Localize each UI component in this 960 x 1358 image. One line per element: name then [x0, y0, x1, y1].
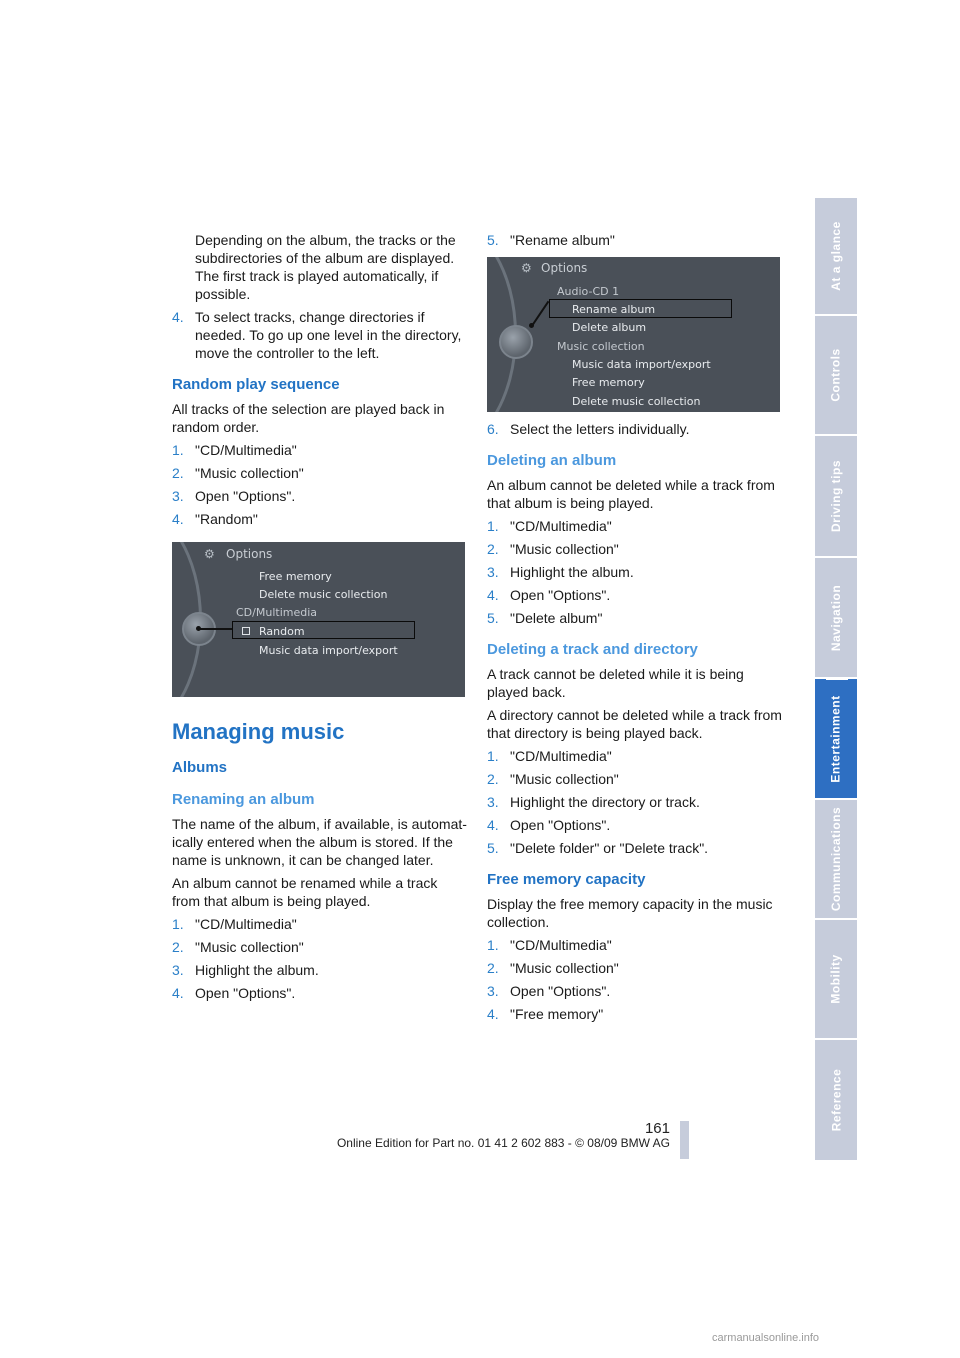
sidebar-tab-communications[interactable]	[815, 800, 857, 918]
left-column	[172, 231, 468, 1007]
menu-item: Free memory	[259, 570, 332, 583]
step-number: 3.	[487, 564, 499, 580]
deleting-track-paragraph: A directory cannot be deleted while a track from that directory is being played back.	[487, 707, 782, 741]
step-text: "Music collection"	[510, 771, 619, 787]
deleting-album-description: An album cannot be deleted while a track from that album is being played.	[487, 477, 775, 511]
step-number: 3.	[487, 983, 499, 999]
step-item	[487, 563, 783, 581]
sidebar-tab-label: Mobility	[829, 954, 844, 1004]
step-item	[172, 938, 468, 956]
step-item	[487, 609, 783, 627]
menu-item: Delete music collection	[572, 395, 701, 408]
step-text: Open "Options".	[195, 488, 296, 504]
renaming-paragraph: An album cannot be renamed while a track from that album is being played.	[172, 875, 438, 909]
page-number: 161	[644, 1120, 670, 1137]
step-number: 2.	[487, 541, 499, 557]
sidebar-tab-entertainment[interactable]	[815, 679, 857, 798]
step-text: Highlight the album.	[195, 962, 319, 978]
menu-item: Music data import/export	[259, 644, 398, 657]
sidebar-tab-label: Driving tips	[829, 459, 844, 533]
menu-section-label: CD/Multimedia	[236, 606, 318, 619]
intro-paragraph: Depending on the album, the tracks or the subdirectories of the album are displayed. The first track is played automatically, if possible.	[195, 232, 456, 302]
step-number: 4.	[172, 309, 184, 325]
step-item	[172, 441, 468, 459]
step-item	[172, 915, 468, 933]
menu-item-highlighted: Random	[259, 625, 305, 638]
step-number: 1.	[487, 748, 499, 764]
step-number: 5.	[487, 840, 499, 856]
options-gear-icon: ⚙	[204, 547, 215, 561]
step-text: "Music collection"	[195, 939, 304, 955]
random-play-description: All tracks of the selection are played back in random order.	[172, 401, 445, 435]
step-text: "Music collection"	[510, 960, 619, 976]
step-number: 5.	[487, 610, 499, 626]
step-text: Open "Options".	[510, 817, 611, 833]
options-header: Options	[226, 547, 273, 561]
highlight-frame	[232, 621, 415, 639]
step-text: "CD/Multimedia"	[510, 518, 612, 534]
step-item	[487, 839, 783, 857]
menu-item: Free memory	[572, 376, 645, 389]
step-text: "Free memory"	[510, 1006, 604, 1022]
step-item	[487, 231, 783, 249]
step-number: 2.	[172, 939, 184, 955]
step-number: 1.	[487, 518, 499, 534]
options-header: Options	[541, 261, 588, 275]
sidebar-tab-label: Entertainment	[829, 694, 843, 783]
deleting-track-paragraph: A track cannot be deleted while it is being played back.	[487, 666, 744, 700]
albums-heading: Albums	[172, 759, 228, 776]
step-number: 4.	[172, 985, 184, 1001]
step-item	[172, 961, 468, 979]
watermark: carmanualsonline.info	[712, 1332, 820, 1344]
renaming-album-heading: Renaming an album	[172, 791, 315, 808]
step-text: Highlight the directory or track.	[510, 794, 700, 810]
step-item	[487, 517, 783, 535]
step-number: 2.	[487, 771, 499, 787]
menu-section-label: Music collection	[557, 340, 645, 353]
step-text: "CD/Multimedia"	[510, 937, 612, 953]
step-item	[172, 984, 468, 1002]
step-item	[487, 770, 783, 788]
highlight-frame	[549, 299, 732, 318]
right-column	[487, 231, 783, 1028]
sidebar-tab-label: Reference	[829, 1068, 843, 1132]
step-text: Open "Options".	[195, 985, 296, 1001]
page-number-bar	[680, 1121, 689, 1159]
step-item	[487, 959, 783, 977]
sidebar-tab-reference[interactable]	[815, 1040, 857, 1160]
sidebar-tab-label: Navigation	[829, 584, 843, 651]
renaming-paragraph: The name of the album, if available, is automat-ically entered when the album is stored. If the name is unknown, it can be changed later.	[172, 816, 467, 868]
menu-item-highlighted: Rename album	[572, 303, 656, 316]
step-text: Highlight the album.	[510, 564, 634, 580]
step-number: 1.	[172, 442, 184, 458]
sidebar-tab-label: At a glance	[829, 221, 843, 291]
step-number: 4.	[172, 511, 184, 527]
sidebar-tab-label: Controls	[829, 348, 843, 402]
step-text: Open "Options".	[510, 587, 611, 603]
edition-footer: Online Edition for Part no. 01 41 2 602 883 - © 08/09 BMW AG	[336, 1136, 670, 1150]
step-item	[487, 540, 783, 558]
menu-section-label: Audio-CD 1	[557, 285, 620, 298]
sidebar-tab-controls[interactable]	[815, 316, 857, 434]
random-play-heading: Random play sequence	[172, 376, 340, 393]
step-item	[172, 510, 468, 528]
step-item	[172, 308, 468, 362]
step-item	[487, 586, 783, 604]
options-gear-icon: ⚙	[521, 261, 532, 275]
step-item	[487, 936, 783, 954]
menu-item: Music data import/export	[572, 358, 711, 371]
step-number: 2.	[487, 960, 499, 976]
free-memory-description: Display the free memory capacity in the music collection.	[487, 896, 773, 930]
step-text: Select the letters individually.	[510, 421, 690, 437]
callout-line	[532, 301, 549, 325]
step-text: "CD/Multimedia"	[195, 916, 297, 932]
step-number: 5.	[487, 232, 499, 248]
deleting-track-heading: Deleting a track and directory	[487, 641, 698, 658]
step-text: "Random"	[195, 511, 258, 527]
callout-line	[199, 628, 232, 630]
step-item	[487, 420, 783, 438]
step-item	[487, 816, 783, 834]
menu-item: Delete album	[572, 321, 647, 334]
step-number: 4.	[487, 1006, 499, 1022]
step-number: 3.	[172, 962, 184, 978]
step-text: To select tracks, change directories if needed. To go up one level in the directory, move the controller to the left.	[195, 309, 462, 361]
step-number: 6.	[487, 421, 499, 437]
menu-item: Delete music collection	[259, 588, 388, 601]
sidebar-tab-driving-tips[interactable]	[815, 436, 857, 556]
step-item	[172, 464, 468, 482]
sidebar-tab-at-a-glance[interactable]	[815, 198, 857, 314]
sidebar-tab-mobility[interactable]	[815, 920, 857, 1038]
step-text: Open "Options".	[510, 983, 611, 999]
step-text: "Rename album"	[510, 232, 615, 248]
step-number: 1.	[487, 937, 499, 953]
sidebar-tab-label: Communications	[829, 806, 843, 912]
step-number: 3.	[487, 794, 499, 810]
step-text: "Delete album"	[510, 610, 603, 626]
step-text: "CD/Multimedia"	[510, 748, 612, 764]
step-number: 2.	[172, 465, 184, 481]
sidebar-tab-navigation[interactable]	[815, 558, 857, 677]
controller-knob-icon	[499, 325, 533, 359]
active-tab-marker	[826, 678, 848, 680]
step-number: 3.	[172, 488, 184, 504]
step-item	[487, 793, 783, 811]
step-item	[487, 982, 783, 1000]
step-number: 4.	[487, 587, 499, 603]
step-text: "Music collection"	[195, 465, 304, 481]
free-memory-heading: Free memory capacity	[487, 871, 646, 888]
step-number: 4.	[487, 817, 499, 833]
step-text: "Delete folder" or "Delete track".	[510, 840, 709, 856]
step-item	[487, 1005, 783, 1023]
deleting-album-heading: Deleting an album	[487, 452, 617, 469]
managing-music-heading: Managing music	[172, 719, 345, 744]
step-text: "Music collection"	[510, 541, 619, 557]
step-item	[172, 487, 468, 505]
step-text: "CD/Multimedia"	[195, 442, 297, 458]
step-number: 1.	[172, 916, 184, 932]
step-item	[487, 747, 783, 765]
options-screen-random	[172, 542, 465, 697]
options-screen-rename	[487, 257, 780, 412]
